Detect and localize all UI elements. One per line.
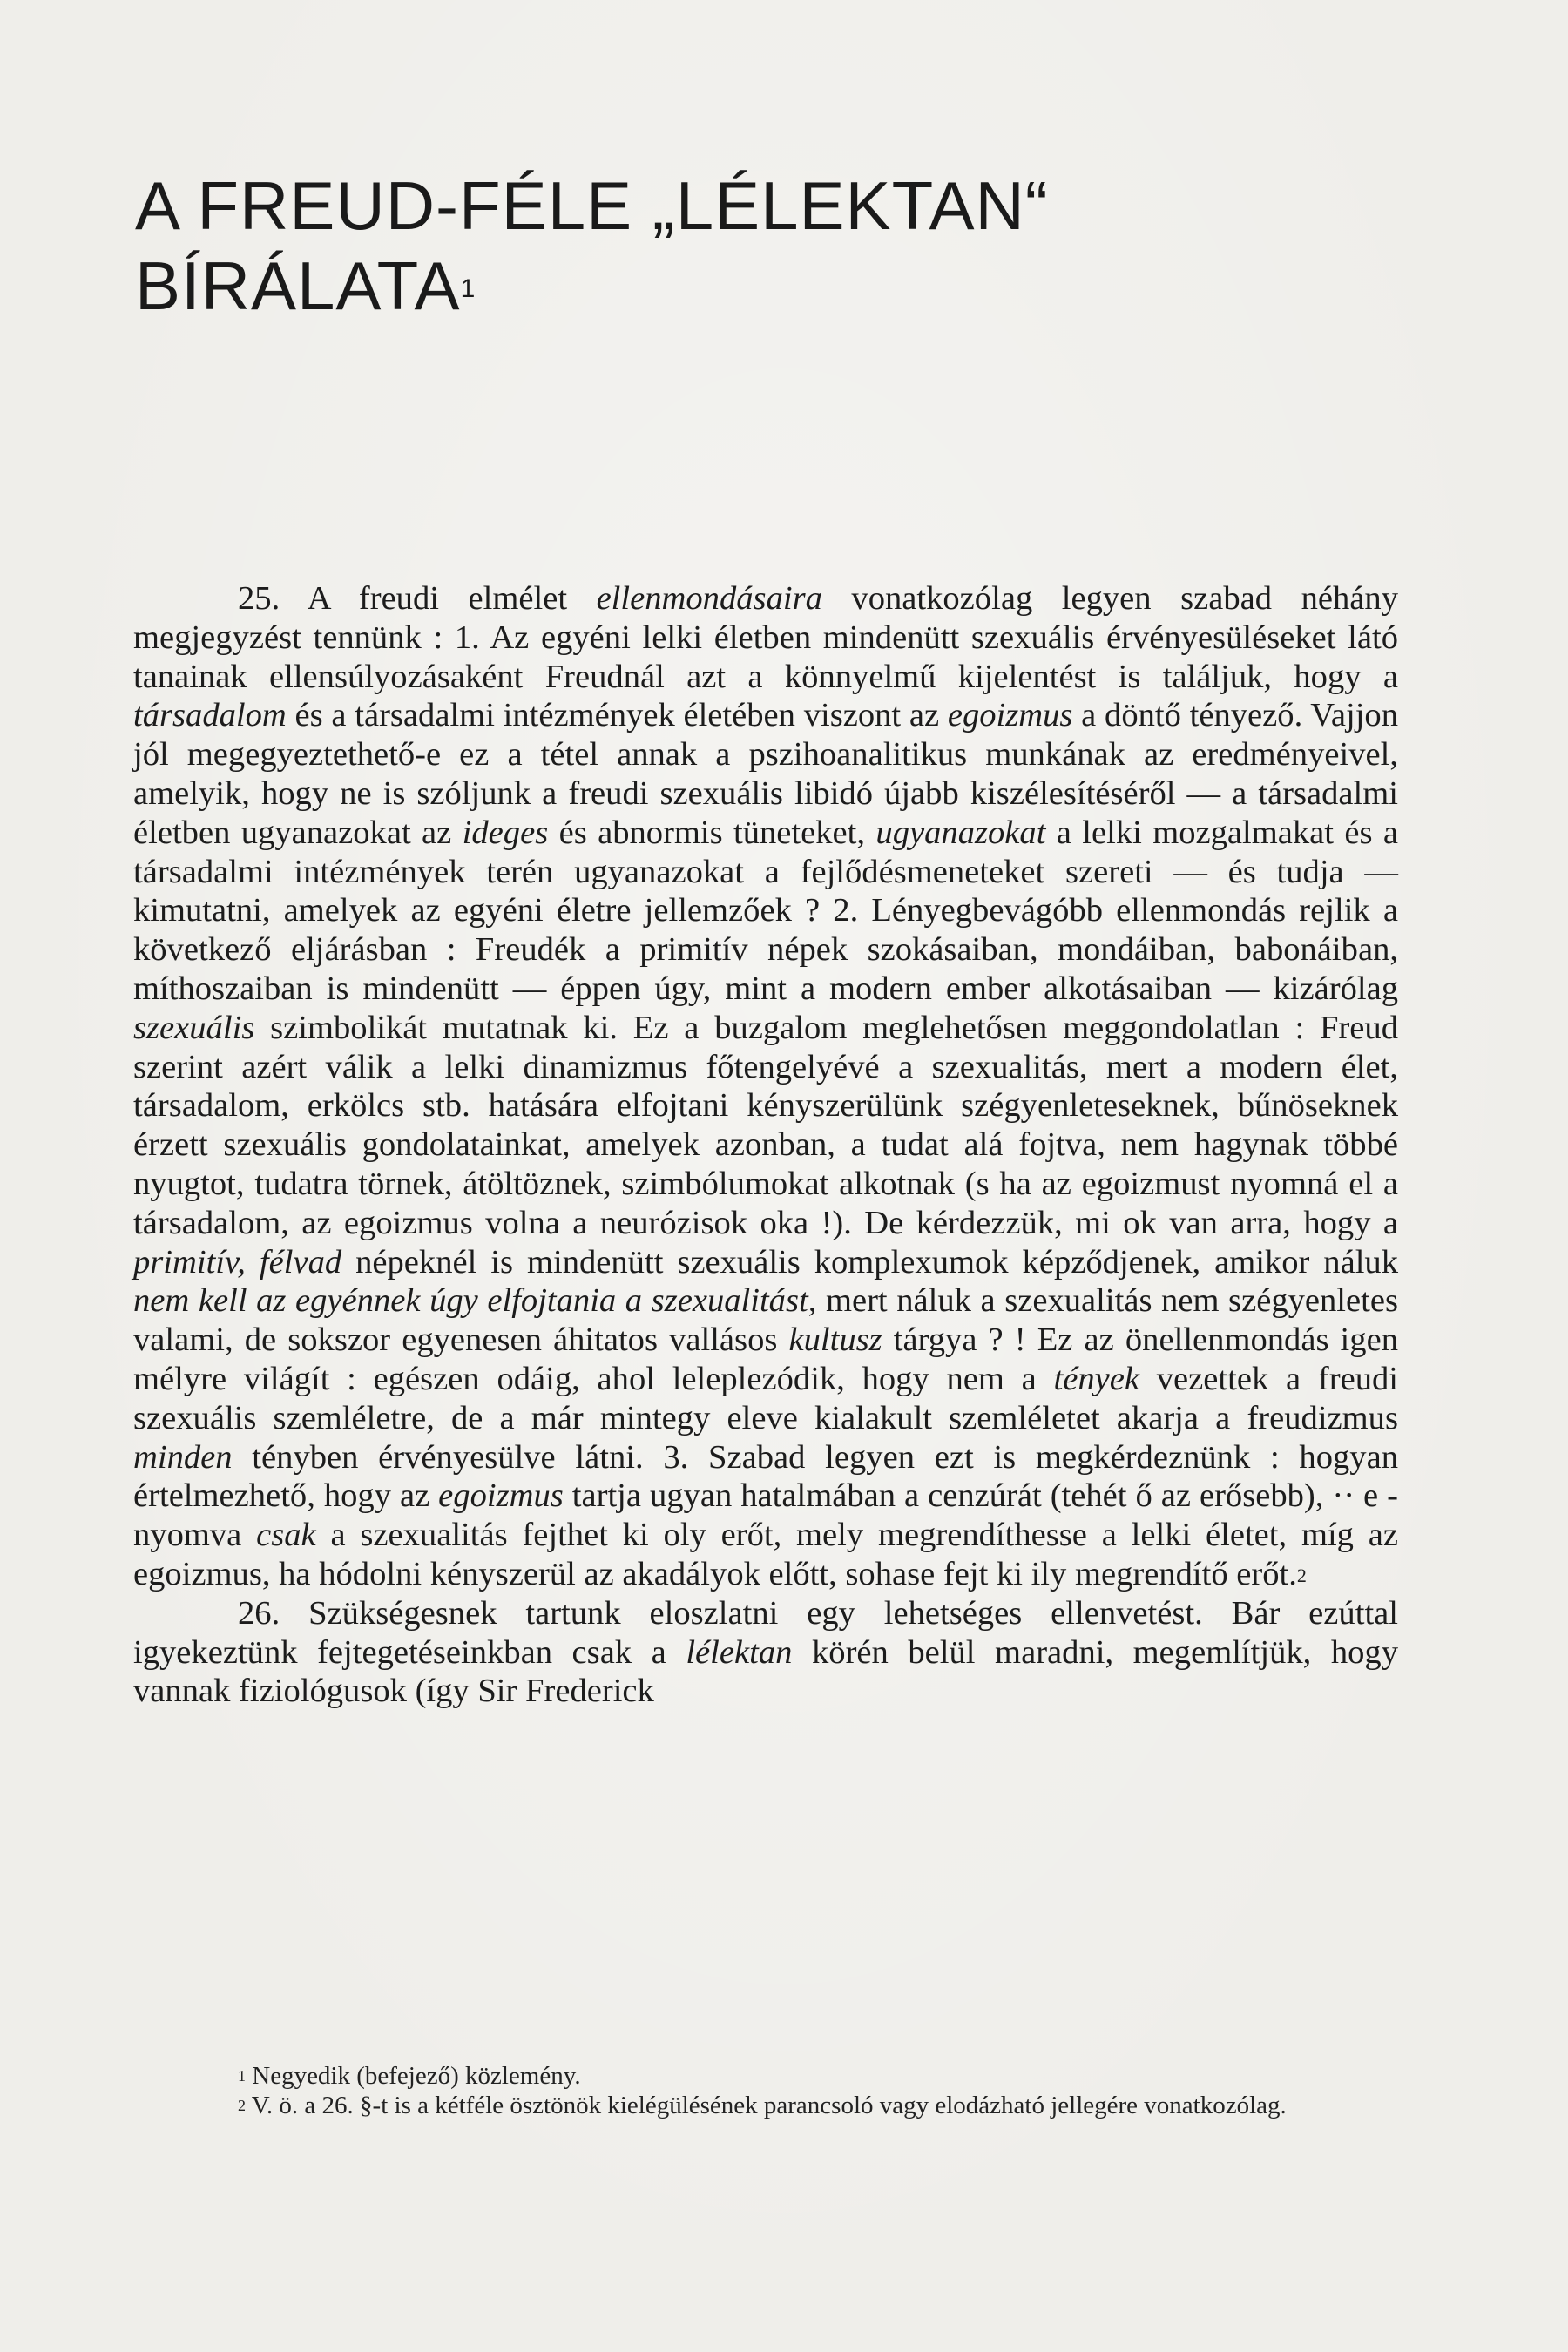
text-run: 26. Szükségesnek tartunk eloszlatni egy lehetséges ellenvetést. Bár ezúttal igyekeztünk fejtegetéseinkban csak a: [133, 1594, 1398, 1671]
footnote-ref-2[interactable]: 2: [1296, 1564, 1307, 1586]
italic-run: kultusz: [788, 1321, 882, 1359]
italic-run: egoizmus: [947, 697, 1073, 734]
footnotes: [133, 2061, 1398, 2120]
italic-run: ugyanazokat: [875, 814, 1046, 851]
footnote-mark: 2: [238, 2097, 246, 2114]
italic-run: tények: [1053, 1360, 1140, 1397]
italic-run: szexuális: [133, 1009, 255, 1046]
paragraph-26: [133, 1594, 1398, 1711]
footnote-text: Negyedik (befejező) közlemény.: [246, 2062, 581, 2090]
text-run: népeknél is mindenütt szexuális komplexumok képződjenek, amikor náluk: [341, 1243, 1399, 1281]
title-footnote-mark: 1: [460, 274, 476, 303]
italic-run: minden: [133, 1438, 233, 1476]
text-run: vezettek a freudi szexuális szemléletre, de a már mintegy eleve kialakult szemléletet akarja a freudizmus: [133, 1360, 1398, 1436]
italic-run: csak: [256, 1517, 316, 1554]
title-line-2: BÍRÁLATA: [135, 247, 461, 324]
text-run: tényben érvényesülve látni. 3. Szabad legyen ezt is megkérdeznünk : hogyan értelmezhető, hogy az: [133, 1438, 1398, 1515]
text-run: a döntő tényező. Vajjon jól megegyeztethető-e ez a tétel annak a pszihoanalitikus munkának az eredményeivel, amelyik, hogy ne is szóljunk a freudi szexuális libidó újabb kiszélesítéséről — a társadalmi életben ugyanazokat az: [133, 697, 1398, 851]
text-run: a szexualitás fejthet ki oly erőt, mely megrendíthesse a lelki életet, míg az egoizmus, ha hódolni kényszerül az akadályok előtt, sohase fejt ki ily megrendítő erőt.: [133, 1517, 1399, 1592]
text-run: tárgya ? ! Ez az önellenmondás igen mélyre világít : egészen odáig, ahol leleplezódik, hogy nem a: [133, 1321, 1398, 1397]
text-run: a lelki mozgalmakat és a társadalmi intézmények terén ugyanazokat a fejlődésmeneteket szereti — és tudja — kimutatni, amelyek az egyéni életre jellemzőek ? 2. Lényegbevágóbb ellenmondás rejlik a következő eljárásban : Freudék a primitív népek szokásaiban, mondáiban, babonáiban, míthoszaiban is mindenütt — éppen úgy, mint a modern ember alkotásaiban — kizárólag: [133, 814, 1398, 1007]
text-run: mert náluk a szexualitás nem szégyenletes valami, de sokszor egyenesen áhitatos vallásos: [133, 1282, 1398, 1359]
text-run: tartja ugyan hatalmában a cenzúrát (tehét ő az erősebb), ·· e - nyomva: [133, 1477, 1398, 1554]
footnote-mark: 1: [238, 2067, 246, 2085]
text-run: és abnormis tüneteket,: [548, 814, 876, 851]
footnote-2: [133, 2091, 1398, 2120]
footnote-text: V. ö. a 26. §-t is a kétféle ösztönök kielégülésének parancsoló vagy elodázható jellegére vonatkozólag.: [246, 2092, 1287, 2119]
text-run: vonatkozólag legyen szabad néhány megjegyzést tennünk : 1. Az egyéni lelki életben mindenütt szexuális érvényesüléseket látó tanainak ellensúlyozásaként Freudnál azt a könnyelmű kijelentést is találjuk, hogy a: [133, 580, 1398, 695]
text-run: és a társadalmi intézmények életében viszont az: [286, 697, 948, 734]
text-run: szimbolikát mutatnak ki. Ez a buzgalom meglehetősen meggondolatlan : Freud szerint azért válik a lelki dinamizmus főtengelyévé a szexualitás, mert a modern élet, társadalom, erkölcs stb. hatására elfojtani kényszerülünk szégyenleteseknek, bűnöseknek érzett szexuális gondolatainkat, amelyek azonban, a tudat alá fojtva, nem hagynak többé nyugtot, tudatra törnek, átöltöznek, szimbólumokat alkotnak (s ha az egoizmust nyomná el a társadalom, az egoizmus volna a neurózisok oka !). De kérdezzük, mi ok van arra, hogy a: [133, 1009, 1398, 1241]
italic-run: egoizmus: [438, 1477, 564, 1515]
footnote-1: [133, 2061, 1398, 2091]
article-title: [135, 166, 1049, 326]
title-line-1: A FREUD-FÉLE „LÉLEKTAN“: [135, 167, 1049, 244]
italic-run: lélektan: [686, 1633, 793, 1671]
paragraph-25: [133, 579, 1398, 1594]
italic-run: társadalom: [133, 697, 287, 734]
italic-run: primitív, félvad: [133, 1243, 342, 1281]
body-text: [133, 579, 1398, 1711]
italic-run: nem kell az egyénnek úgy elfojtania a szexualitást,: [133, 1282, 817, 1320]
text-run: 25. A freudi elmélet: [238, 580, 597, 617]
italic-run: ideges: [462, 814, 549, 851]
italic-run: ellenmondásaira: [596, 580, 822, 617]
text-run: körén belül maradni, megemlítjük, hogy vannak fiziológusok (így Sir Frederick: [133, 1633, 1398, 1710]
